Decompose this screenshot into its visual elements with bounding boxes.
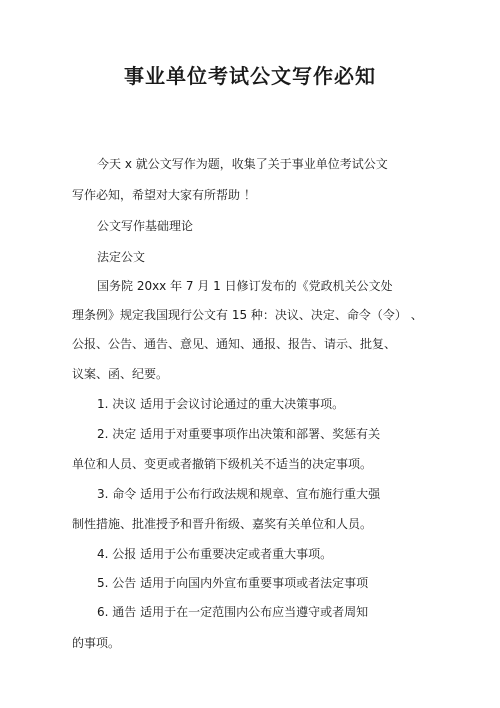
list-item: 4. 公报 适用于公布重要决定或者重大事项。 (97, 547, 333, 561)
list-item-continuation: 单位和人员、变更或者撤销下级机关不适当的决定事项。 (72, 457, 373, 471)
paragraph-line: 写作必知，希望对大家有所帮助 ！ (72, 188, 256, 202)
paragraph-line: 理条例》规定我国现行公文有 15 种：决议、决定、命令（令） 、 (72, 308, 423, 322)
paragraph-line: 国务院 20xx 年 7 月 1 日修订发布的《党政机关公文处 (97, 279, 393, 293)
document-title: 事业单位考试公文写作必知 (124, 64, 376, 88)
list-item: 3. 命令 适用于公布行政法规和规章、宣布施行重大强 (97, 487, 381, 501)
list-item: 1. 决议 适用于会议讨论通过的重大决策事项。 (97, 397, 345, 411)
paragraph-line: 公报、公告、通告、意见、通知、通报、报告、请示、批复、 (72, 337, 397, 351)
list-item-continuation: 的事项。 (72, 636, 121, 650)
section-heading: 公文写作基础理论 (97, 219, 194, 233)
paragraph-line: 今天 x 就公文写作为题，收集了关于事业单位考试公文 (97, 157, 388, 171)
list-item: 6. 通告 适用于在一定范围内公布应当遵守或者周知 (97, 605, 369, 619)
list-item-continuation: 制性措施、批准授予和晋升衔级、嘉奖有关单位和人员。 (72, 517, 373, 531)
section-heading: 法定公文 (97, 250, 146, 264)
list-item: 2. 决定 适用于对重要事项作出决策和部署、奖惩有关 (97, 427, 381, 441)
paragraph-line: 议案、函、纪要。 (72, 367, 169, 381)
list-item: 5. 公告 适用于向国内外宣布重要事项或者法定事项 (97, 576, 369, 590)
